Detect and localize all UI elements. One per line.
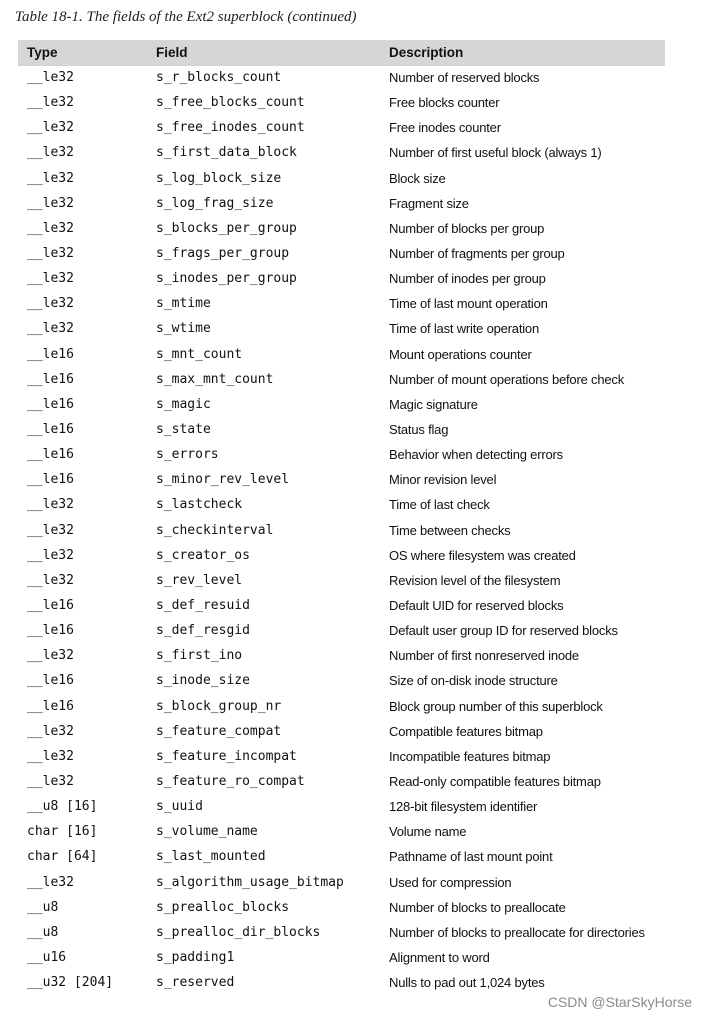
cell-description: Minor revision level [389, 472, 497, 488]
table-row [18, 820, 665, 845]
cell-type: __le16 [27, 447, 74, 463]
cell-field: s_free_blocks_count [156, 95, 305, 111]
cell-field: s_def_resuid [156, 597, 250, 613]
cell-description: Number of blocks to preallocate [389, 899, 566, 915]
table-row [18, 267, 665, 292]
cell-type: __le16 [27, 597, 74, 613]
cell-description: Free blocks counter [389, 95, 500, 111]
cell-field: s_algorithm_usage_bitmap [156, 874, 344, 890]
table-row [18, 292, 665, 317]
cell-description: Number of blocks per group [389, 220, 545, 236]
cell-type: __le32 [27, 723, 74, 739]
cell-field: s_frags_per_group [156, 245, 290, 261]
cell-type: __le32 [27, 321, 74, 337]
table-row [18, 167, 665, 192]
cell-field: s_def_resgid [156, 623, 250, 639]
cell-description: Mount operations counter [389, 346, 532, 362]
cell-type: char [16] [27, 824, 98, 840]
cell-description: Number of blocks to preallocate for directories [389, 924, 645, 940]
cell-type: __le32 [27, 572, 74, 588]
cell-description: Number of mount operations before check [389, 371, 624, 387]
table-row [18, 745, 665, 770]
table-row [18, 921, 665, 946]
cell-description: Default user group ID for reserved blocks [389, 623, 618, 639]
cell-type: __u32 [204] [27, 975, 114, 991]
cell-description: Nulls to pad out 1,024 bytes [389, 975, 545, 991]
cell-field: s_uuid [156, 799, 203, 815]
table-row [18, 946, 665, 971]
cell-description: Time between checks [389, 522, 511, 538]
cell-description: Number of reserved blocks [389, 70, 540, 85]
cell-field: s_blocks_per_group [156, 220, 297, 236]
cell-type: __u16 [27, 949, 67, 965]
cell-type: __le32 [27, 195, 74, 211]
cell-field: s_state [156, 421, 211, 437]
cell-field: s_wtime [156, 321, 211, 337]
table-row [18, 594, 665, 619]
table-row [18, 217, 665, 242]
table-header [18, 40, 665, 66]
cell-field: s_r_blocks_count [156, 70, 282, 85]
cell-type: __le32 [27, 271, 74, 287]
table-row [18, 544, 665, 569]
cell-description: Time of last mount operation [389, 296, 548, 312]
cell-type: __le16 [27, 346, 74, 362]
table-row [18, 418, 665, 443]
cell-type: __le32 [27, 547, 74, 563]
cell-field: s_feature_incompat [156, 748, 297, 764]
table-row [18, 66, 665, 91]
cell-type: __le32 [27, 748, 74, 764]
cell-type: __le32 [27, 874, 74, 890]
cell-type: __le32 [27, 170, 74, 186]
cell-field: s_last_mounted [156, 849, 266, 865]
table-row [18, 971, 665, 996]
cell-description: 128-bit filesystem identifier [389, 799, 538, 815]
cell-type: __le16 [27, 396, 74, 412]
cell-description: Revision level of the filesystem [389, 572, 561, 588]
cell-type: __le32 [27, 648, 74, 664]
table-row [18, 393, 665, 418]
table-row [18, 695, 665, 720]
cell-type: __le32 [27, 145, 74, 161]
cell-description: Pathname of last mount point [389, 849, 553, 865]
table-body [18, 66, 665, 996]
table-row [18, 368, 665, 393]
cell-field: s_feature_compat [156, 723, 282, 739]
cell-field: s_free_inodes_count [156, 120, 305, 136]
cell-description: Behavior when detecting errors [389, 447, 563, 463]
cell-field: s_log_block_size [156, 170, 282, 186]
cell-description: Time of last check [389, 497, 490, 513]
table-row [18, 619, 665, 644]
cell-description: Magic signature [389, 396, 478, 412]
cell-type: __le16 [27, 472, 74, 488]
cell-field: s_volume_name [156, 824, 258, 840]
table-row [18, 343, 665, 368]
cell-type: __le32 [27, 245, 74, 261]
cell-field: s_padding1 [156, 949, 235, 965]
cell-field: s_errors [156, 447, 219, 463]
cell-description: Status flag [389, 421, 449, 437]
cell-description: Compatible features bitmap [389, 723, 543, 739]
cell-description: Used for compression [389, 874, 512, 890]
cell-field: s_rev_level [156, 572, 243, 588]
cell-type: __u8 [27, 924, 59, 940]
table-row [18, 896, 665, 921]
table-row [18, 770, 665, 795]
cell-field: s_reserved [156, 975, 235, 991]
cell-type: __le32 [27, 497, 74, 513]
table-row [18, 644, 665, 669]
table-row [18, 795, 665, 820]
cell-type: __le32 [27, 95, 74, 111]
cell-description: Volume name [389, 824, 467, 840]
table-row [18, 317, 665, 342]
cell-type: __le32 [27, 773, 74, 789]
table-row [18, 192, 665, 217]
cell-description: Incompatible features bitmap [389, 748, 551, 764]
superblock-fields-table [18, 40, 665, 996]
cell-description: Fragment size [389, 195, 469, 211]
table-row [18, 493, 665, 518]
cell-field: s_prealloc_blocks [156, 899, 290, 915]
cell-field: s_mnt_count [156, 346, 243, 362]
cell-description: Alignment to word [389, 949, 490, 965]
cell-description: Number of inodes per group [389, 271, 546, 287]
table-row [18, 569, 665, 594]
table-caption: Table 18-1. The fields of the Ext2 superblock (continued) [15, 9, 357, 25]
cell-description: Time of last write operation [389, 321, 539, 337]
cell-description: Default UID for reserved blocks [389, 597, 564, 613]
cell-field: s_block_group_nr [156, 698, 282, 714]
cell-type: __u8 [16] [27, 799, 98, 815]
table-row [18, 720, 665, 745]
cell-type: __le16 [27, 673, 74, 689]
cell-field: s_inode_size [156, 673, 250, 689]
cell-type: char [64] [27, 849, 98, 865]
header-description: Description [389, 45, 464, 60]
table-row [18, 845, 665, 870]
cell-field: s_max_mnt_count [156, 371, 274, 387]
cell-field: s_mtime [156, 296, 211, 312]
table-row [18, 443, 665, 468]
table-row [18, 141, 665, 166]
cell-type: __le16 [27, 421, 74, 437]
cell-field: s_first_ino [156, 648, 243, 664]
cell-field: s_inodes_per_group [156, 271, 297, 287]
table-row [18, 468, 665, 493]
table-row [18, 242, 665, 267]
cell-field: s_creator_os [156, 547, 250, 563]
cell-description: Number of first useful block (always 1) [389, 145, 602, 161]
cell-description: Block size [389, 170, 446, 186]
cell-type: __le32 [27, 70, 74, 85]
cell-field: s_minor_rev_level [156, 472, 290, 488]
cell-description: Number of fragments per group [389, 245, 565, 261]
cell-type: __le32 [27, 522, 74, 538]
cell-description: Block group number of this superblock [389, 698, 603, 714]
cell-type: __le16 [27, 698, 74, 714]
cell-type: __le32 [27, 220, 74, 236]
watermark: CSDN @StarSkyHorse [547, 994, 692, 1010]
table-row [18, 91, 665, 116]
cell-type: __le16 [27, 371, 74, 387]
cell-description: Size of on-disk inode structure [389, 673, 558, 689]
cell-description: Read-only compatible features bitmap [389, 773, 601, 789]
cell-description: OS where filesystem was created [389, 547, 576, 563]
cell-type: __le16 [27, 623, 74, 639]
cell-type: __le32 [27, 296, 74, 312]
table-row [18, 519, 665, 544]
cell-field: s_lastcheck [156, 497, 243, 513]
cell-type: __le32 [27, 120, 74, 136]
cell-field: s_first_data_block [156, 145, 297, 161]
cell-field: s_magic [156, 396, 211, 412]
cell-description: Number of first nonreserved inode [389, 648, 579, 664]
table-row [18, 669, 665, 694]
cell-field: s_checkinterval [156, 522, 274, 538]
header-type: Type [27, 45, 58, 60]
cell-field: s_prealloc_dir_blocks [156, 924, 321, 940]
cell-field: s_log_frag_size [156, 195, 274, 211]
header-field: Field [156, 45, 188, 60]
table-row [18, 116, 665, 141]
table-row [18, 871, 665, 896]
cell-field: s_feature_ro_compat [156, 773, 305, 789]
cell-type: __u8 [27, 899, 59, 915]
cell-description: Free inodes counter [389, 120, 501, 136]
